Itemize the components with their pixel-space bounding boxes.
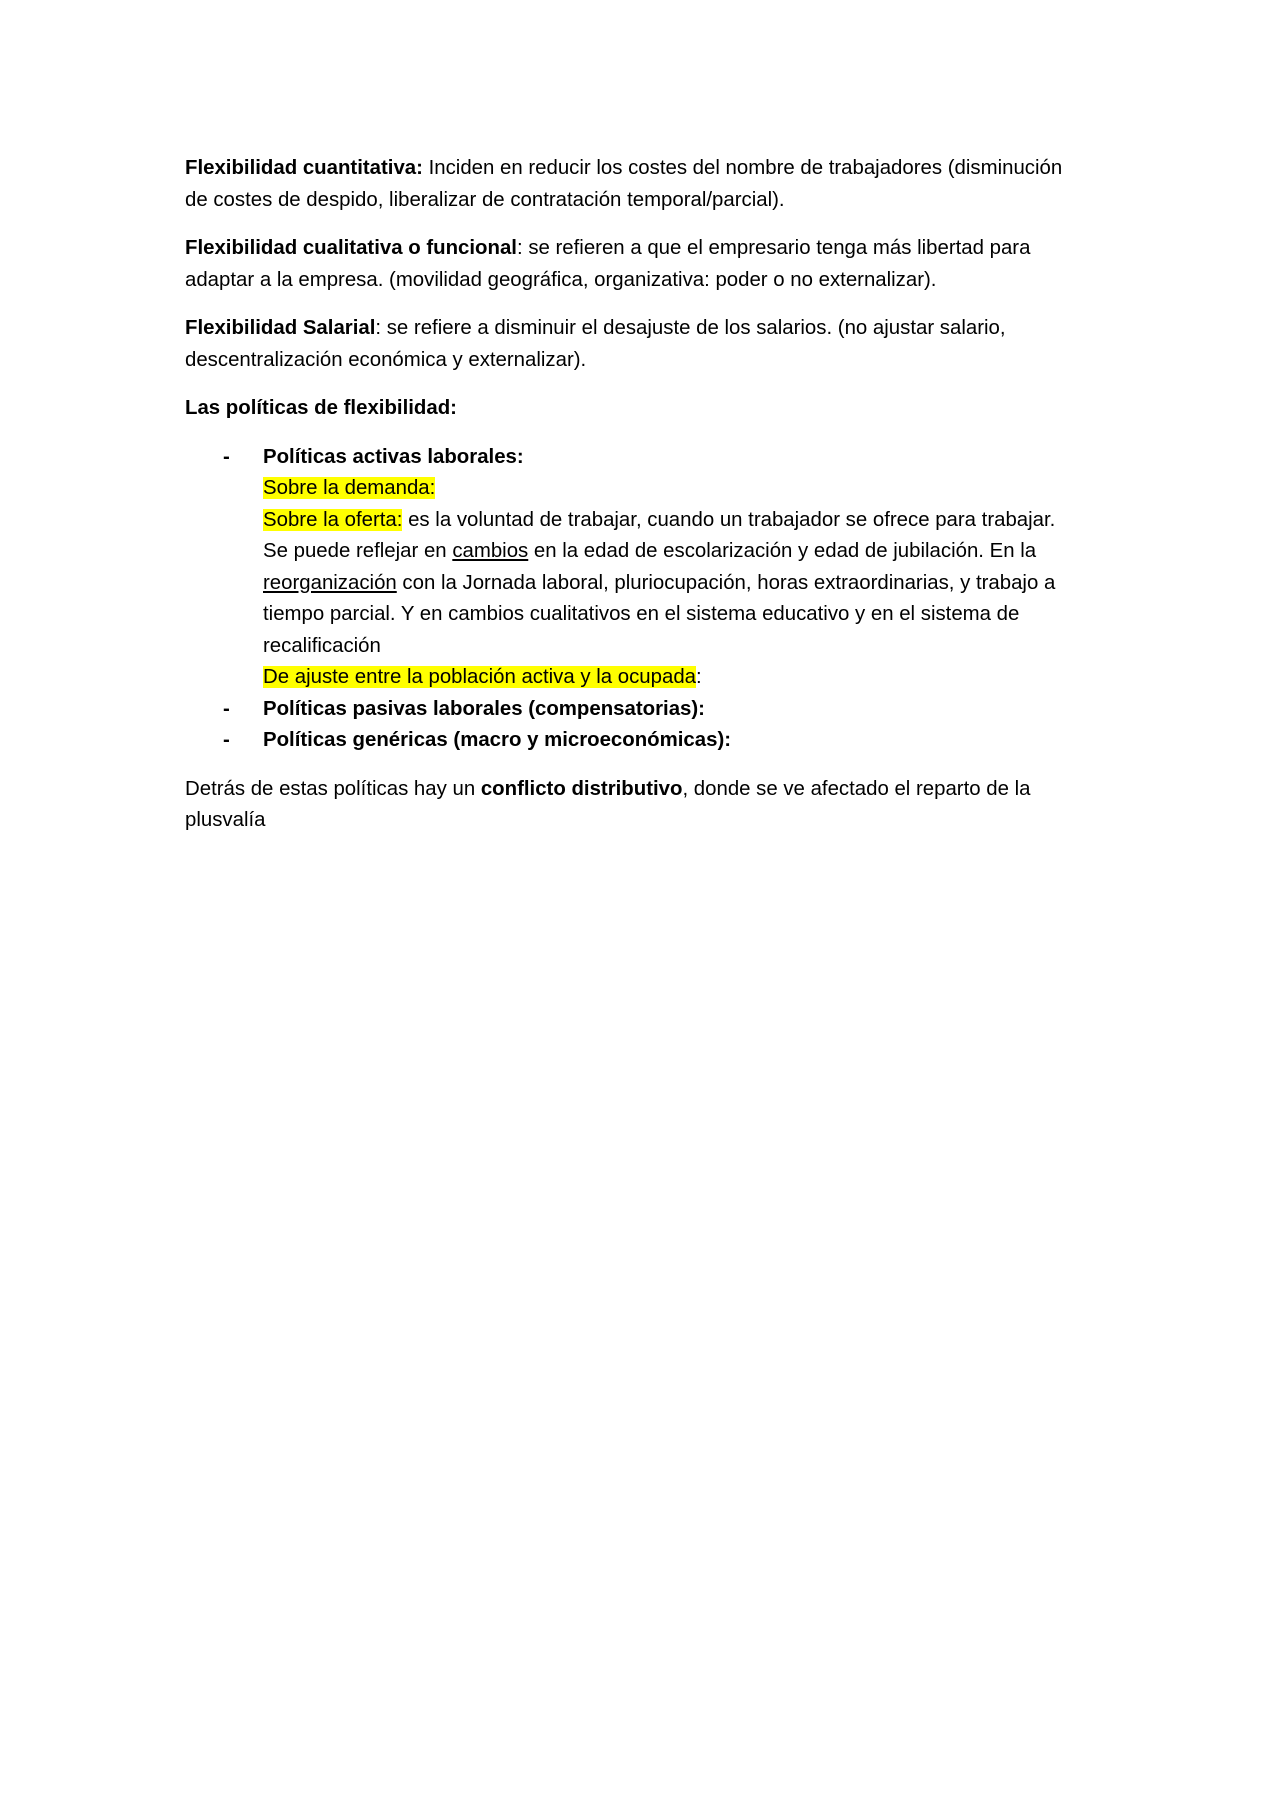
term-conflicto-distributivo: conflicto distributivo xyxy=(480,777,683,800)
term-flexibilidad-cualitativa: Flexibilidad cualitativa o funcional xyxy=(185,237,517,259)
list-item-politicas-genericas xyxy=(185,725,1085,757)
underlined-reorganizacion: reorganización xyxy=(263,571,397,594)
list-bullet: - xyxy=(223,729,230,751)
highlight-ajuste: De ajuste entre la población activa y la ocupada xyxy=(263,666,697,688)
paragraph-flexibilidad-cuantitativa xyxy=(185,153,1085,216)
document-body xyxy=(185,153,1085,854)
highlight-demanda: Sobre la demanda: xyxy=(263,477,436,499)
list-item-politicas-pasivas xyxy=(185,694,1085,726)
paragraph-text: : se refieren a que el empresario tenga más libertad para adaptar a la empresa. (movilidad geográfica, organizativa: poder o no externalizar). xyxy=(185,237,1031,291)
oferta-text: en la edad de escolarización y edad de jubilación. En la xyxy=(528,540,1037,562)
subitem-oferta xyxy=(263,505,1085,663)
section-heading-politicas xyxy=(185,393,1085,425)
item-title: Políticas genéricas (macro y microeconómicas): xyxy=(263,729,732,751)
list-bullet: - xyxy=(223,445,230,468)
policies-list xyxy=(185,442,1085,757)
subitem-ajuste xyxy=(263,662,1085,694)
paragraph-text: : se refiere a disminuir el desajuste de los salarios. (no ajustar salario, descentralización económica y externalizar). xyxy=(185,317,1006,371)
paragraph-text: , donde se ve afectado el reparto de la plusvalía xyxy=(185,777,1031,831)
item-title: Políticas pasivas laborales (compensatorias): xyxy=(263,697,705,720)
list-item-politicas-activas xyxy=(185,442,1085,694)
subitem-demanda xyxy=(263,473,1085,505)
highlight-oferta: Sobre la oferta: xyxy=(263,508,403,531)
underlined-cambios: cambios xyxy=(452,540,529,562)
term-flexibilidad-salarial: Flexibilidad Salarial xyxy=(185,317,376,339)
term-flexibilidad-cuantitativa: Flexibilidad cuantitativa: xyxy=(185,157,423,179)
oferta-text: con la Jornada laboral, pluriocupación, horas extraordinarias, y trabajo a tiempo parcial. Y en cambios cualitativos en el sistema educativo y en el sistema de recalificación xyxy=(263,571,1056,657)
oferta-text: es la voluntad de trabajar, cuando un trabajador se ofrece para trabajar. Se puede reflejar en xyxy=(263,508,1056,562)
paragraph-text: Inciden en reducir los costes del nombre de trabajadores (disminución de costes de despido, liberalizar de contratación temporal/parcial). xyxy=(185,157,1063,211)
paragraph-flexibilidad-cualitativa xyxy=(185,233,1085,296)
paragraph-conflicto-distributivo xyxy=(185,774,1085,837)
paragraph-text: Detrás de estas políticas hay un xyxy=(185,777,481,800)
ajuste-colon: : xyxy=(696,666,702,688)
heading-text: Las políticas de flexibilidad: xyxy=(185,397,457,419)
paragraph-flexibilidad-salarial xyxy=(185,313,1085,376)
list-bullet: - xyxy=(223,697,230,720)
item-title: Políticas activas laborales: xyxy=(263,445,524,468)
